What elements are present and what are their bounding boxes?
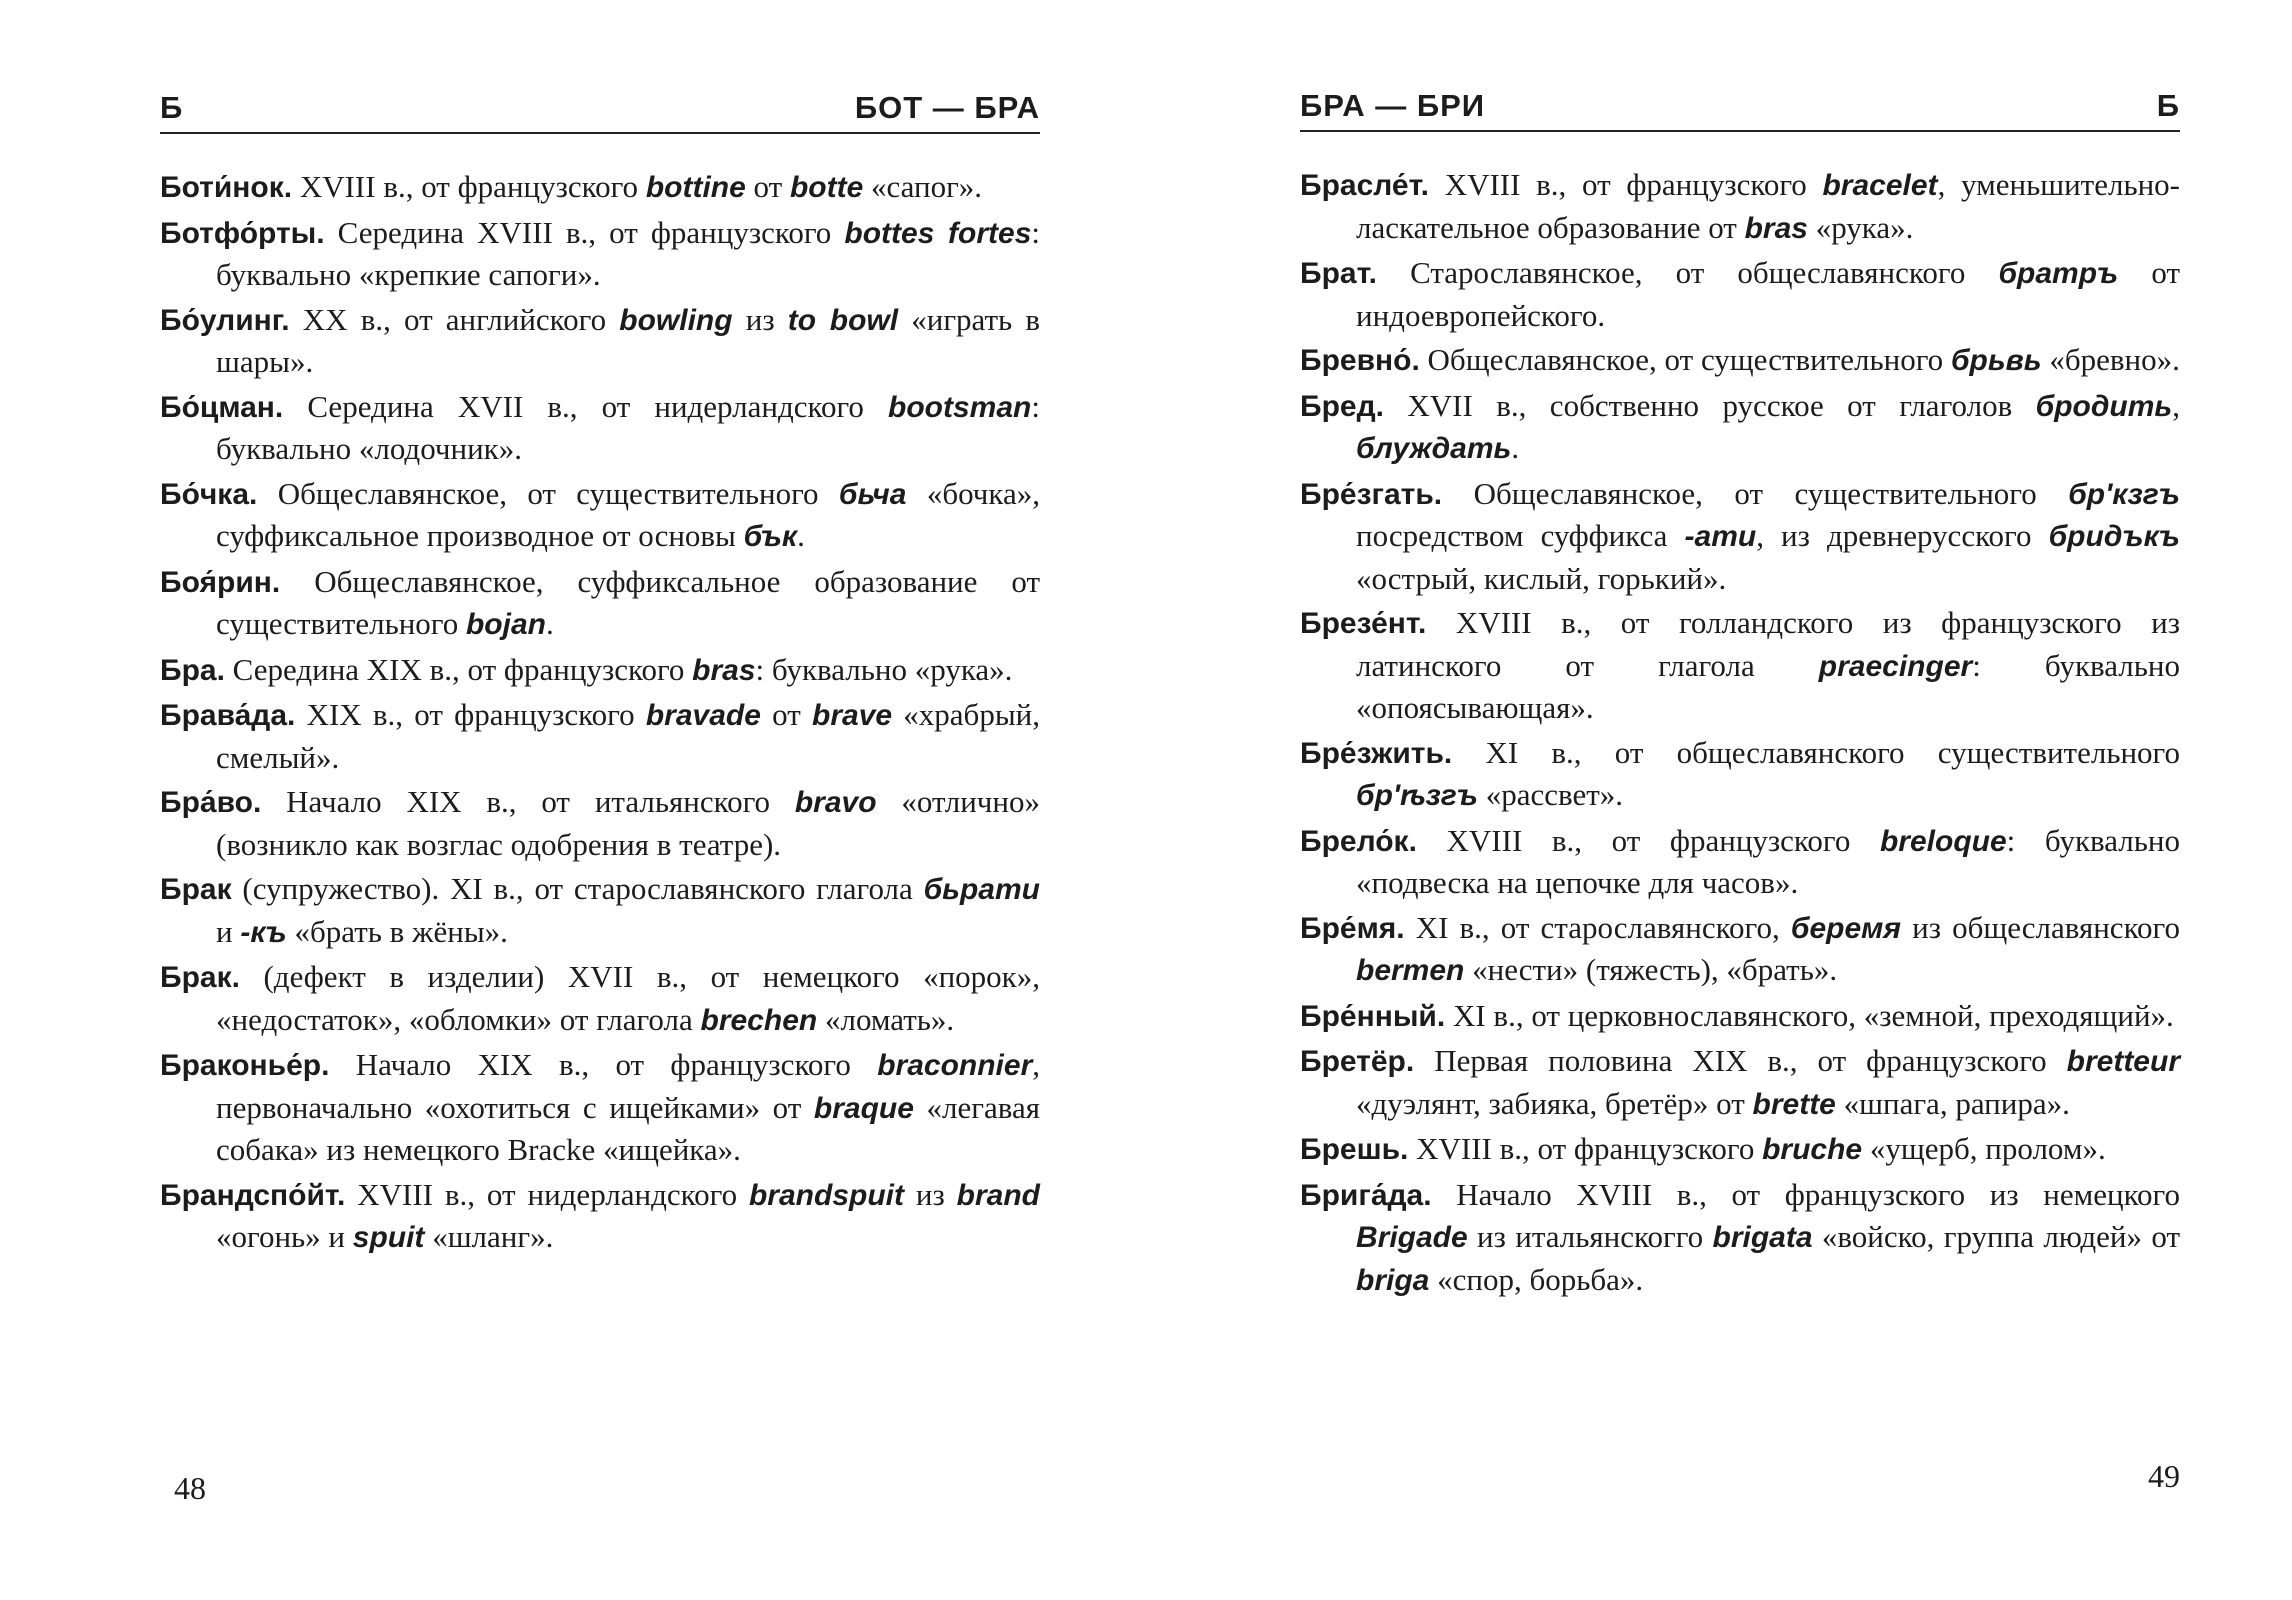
entry-headword: Боя́рин.: [160, 565, 281, 599]
entry-headword: Бревно́.: [1300, 344, 1420, 377]
entry-text: «легавая собака» из немецкого Bracke «ищейка».: [216, 1089, 1040, 1167]
etymon-word: briga: [1356, 1263, 1430, 1297]
entry-headword: Браконье́р.: [160, 1049, 330, 1082]
entry-text: XVIII в., от французского: [292, 169, 646, 204]
etymon-word: brand: [956, 1178, 1040, 1212]
entry-headword: Брело́к.: [1300, 824, 1417, 858]
running-head: [160, 90, 1040, 134]
entry-text: от: [760, 697, 813, 732]
dictionary-entry: [1300, 1128, 2180, 1171]
entry-headword: Бо́чка.: [160, 477, 258, 511]
entry-headword: Бретёр.: [1300, 1045, 1415, 1078]
dictionary-entries: [160, 166, 1040, 1262]
entry-text: из: [903, 1176, 957, 1212]
etymon-word: -ати: [1684, 520, 1757, 553]
dictionary-entry: [160, 561, 1040, 646]
etymon-word: бр'кзгъ: [2068, 477, 2180, 511]
entry-text: , первоначально «охотиться с ищейками» от: [216, 1047, 1040, 1125]
running-head: [1300, 88, 2180, 132]
entry-text: , уменьшительно-ласкательное образование от: [1356, 167, 2180, 245]
etymon-word: bras: [692, 653, 756, 687]
entry-text: XVIII в., от французского: [1408, 1131, 1763, 1166]
running-head-letter: Б: [160, 90, 184, 125]
entry-headword: Брак: [160, 873, 232, 906]
entry-text: «шланг».: [424, 1219, 554, 1254]
entry-text: XI в., от церковнославянского, «земной, преходящий».: [1445, 997, 2174, 1033]
etymon-word: Brigade: [1356, 1221, 1468, 1254]
entry-headword: Бре́зжить.: [1300, 736, 1453, 770]
etymon-word: brette: [1752, 1087, 1836, 1121]
entry-text: Общеславянское, суффиксальное образование от существительного: [216, 563, 1040, 641]
dictionary-entry: [1300, 339, 2180, 382]
entry-text: .: [545, 606, 554, 641]
entry-headword: Брезе́нт.: [1300, 607, 1427, 640]
etymon-word: bojan: [465, 608, 546, 641]
etymon-word: бридъкъ: [2048, 520, 2180, 553]
dictionary-entry: [160, 649, 1040, 692]
etymon-word: braconnier: [877, 1049, 1033, 1082]
entry-headword: Боти́нок.: [160, 171, 293, 204]
entry-text: ,: [2172, 387, 2180, 423]
entry-text: Середина XVIII в., от французского: [324, 214, 845, 250]
etymon-word: bowling: [619, 303, 733, 337]
entry-text: «сапог».: [863, 169, 983, 204]
page-number: 48: [174, 1470, 206, 1506]
entry-text: : буквально «подвеска на цепочке для часов».: [1356, 822, 2180, 900]
etymon-word: braque: [813, 1091, 914, 1125]
entry-text: «огонь» и: [216, 1219, 353, 1254]
entry-text: от индоевропейского.: [1356, 255, 2180, 333]
etymon-word: brave: [812, 699, 893, 732]
entry-headword: Брасле́т.: [1300, 169, 1429, 202]
entry-text: и: [216, 913, 241, 949]
entry-headword: Брига́да.: [1300, 1178, 1432, 1212]
etymon-word: breloque: [1879, 824, 2007, 858]
etymon-word: praecinger: [1818, 649, 1973, 683]
dictionary-entry: [1300, 820, 2180, 904]
entry-text: Старославянское, от общеславянского: [1376, 255, 1999, 290]
entry-text: «играть в шары».: [216, 301, 1040, 379]
dictionary-entry: [160, 473, 1040, 558]
entry-text: «нести» (тяжесть), «брать».: [1464, 952, 1838, 987]
entry-text: .: [1511, 430, 1520, 465]
entry-text: , из древнерусского: [1756, 518, 2049, 553]
etymon-word: bottine: [645, 171, 746, 204]
entry-text: Общеславянское, от существительного: [1442, 475, 2069, 511]
entry-text: «острый, кислый, горький».: [1356, 560, 1727, 596]
entry-text: из общеславянского: [1901, 909, 2180, 945]
entry-text: Общеславянское, от существительного: [1419, 342, 1951, 377]
etymon-word: бродить: [2035, 389, 2173, 423]
entry-text: XVIII в., от нидерландского: [345, 1176, 749, 1212]
etymon-word: bras: [1744, 211, 1808, 245]
dictionary-entry: [160, 386, 1040, 470]
entry-text: Середина XVII в., от нидерландского: [283, 388, 889, 424]
entry-text: «бочка», суффиксальное производное от основы: [216, 475, 1040, 553]
dictionary-entry: [160, 868, 1040, 953]
etymon-word: брьвь: [1950, 344, 2042, 377]
entry-text: «храбрый, смелый».: [216, 697, 1041, 775]
entry-text: Общеславянское, от существительного: [257, 475, 839, 511]
etymon-word: brandspuit: [748, 1178, 904, 1212]
etymon-word: botte: [789, 171, 864, 204]
page-number: 49: [2148, 1458, 2180, 1494]
etymon-word: бък: [743, 520, 798, 553]
etymon-word: братръ: [1998, 257, 2119, 290]
entry-text: «ущерб, пролом».: [1862, 1131, 2106, 1166]
dictionary-entries: [1300, 164, 2180, 1304]
entry-text: XVIII в., от голландского из французского из латинского от глагола: [1356, 605, 2180, 683]
dictionary-entry: [160, 212, 1040, 296]
etymon-word: brechen: [700, 1003, 818, 1037]
etymon-word: бр'ѣзгъ: [1356, 779, 1478, 812]
dictionary-entry: [160, 299, 1040, 383]
entry-text: (дефект в изделии) XVII в., от немецкого «порок», «недостаток», «обломки» от глагола: [216, 959, 1040, 1037]
etymon-word: bermen: [1356, 954, 1465, 987]
dictionary-entry: [1300, 385, 2180, 470]
entry-text: «брать в жёны».: [286, 913, 508, 949]
etymon-word: беремя: [1790, 911, 1902, 945]
entry-text: «войско, группа людей» от: [1812, 1219, 2180, 1254]
etymon-word: бьча: [838, 477, 907, 511]
entry-headword: Бра.: [160, 653, 225, 687]
etymon-word: brigata: [1712, 1221, 1813, 1254]
entry-text: .: [797, 518, 805, 553]
entry-headword: Бре́мя.: [1300, 911, 1405, 945]
entry-headword: Ботфо́рты.: [160, 216, 325, 250]
etymon-word: bretteur: [2066, 1045, 2180, 1078]
entry-text: XI в., от общеславянского существительного: [1452, 734, 2180, 770]
dictionary-entry: [1300, 164, 2180, 249]
entry-text: «отлично» (возникло как возглас одобрения в театре).: [216, 784, 1040, 862]
dictionary-entry: [1300, 1174, 2180, 1302]
dictionary-entry: [160, 781, 1040, 865]
dictionary-entry: [160, 1174, 1040, 1259]
entry-text: Начало XIX в., от итальянского: [261, 784, 795, 819]
dictionary-entry: [1300, 1040, 2180, 1125]
entry-text: XVIII в., от французского: [1416, 822, 1880, 858]
running-head-letter: Б: [2156, 88, 2180, 123]
entry-headword: Брат.: [1300, 257, 1377, 290]
etymon-word: бьрати: [923, 873, 1040, 906]
entry-text: XI в., от старославянского,: [1404, 909, 1791, 945]
entry-headword: Бре́нный.: [1300, 999, 1446, 1033]
entry-headword: Бра́во.: [160, 786, 262, 819]
entry-text: Первая половина XIX в., от французского: [1414, 1043, 2067, 1078]
entry-headword: Бо́улинг.: [160, 303, 290, 337]
entry-text: XVIII в., от французского: [1429, 167, 1823, 202]
etymon-word: bottes fortes: [844, 216, 1032, 250]
entry-text: «бревно».: [2041, 342, 2180, 377]
etymon-word: spuit: [352, 1221, 425, 1254]
running-head-range: БОТ — БРА: [854, 90, 1040, 125]
entry-text: из: [732, 301, 788, 337]
entry-text: «рука».: [1807, 209, 1914, 245]
etymon-word: to bowl: [787, 303, 899, 337]
entry-text: : буквально «крепкие сапоги».: [216, 214, 1041, 292]
entry-text: «шпага, рапира».: [1835, 1085, 2070, 1121]
etymon-word: -къ: [240, 915, 287, 949]
entry-text: «дуэлянт, забияка, бретёр» от: [1356, 1085, 1753, 1121]
entry-text: Начало XIX в., от французского: [329, 1047, 878, 1082]
entry-text: XVII в., собственно русское от глаголов: [1383, 387, 2036, 423]
entry-headword: Брешь.: [1300, 1133, 1409, 1166]
entry-headword: Бо́цман.: [160, 390, 284, 424]
dictionary-entry: [1300, 602, 2180, 729]
dictionary-entry: [160, 1044, 1040, 1171]
entry-text: посредством суффикса: [1356, 518, 1685, 553]
dictionary-entry: [1300, 995, 2180, 1038]
entry-text: «спор, борьба».: [1429, 1261, 1644, 1297]
dictionary-entry: [1300, 732, 2180, 817]
etymon-word: блуждать: [1356, 432, 1512, 465]
entry-text: из итальянскогго: [1467, 1219, 1713, 1254]
entry-text: (супружество). XI в., от старославянского глагола: [231, 871, 924, 906]
running-head-range: БРА — БРИ: [1300, 88, 1486, 123]
entry-text: «ломать».: [817, 1001, 955, 1037]
entry-text: : буквально «опоясывающая».: [1356, 647, 2180, 725]
entry-headword: Бре́згать.: [1300, 477, 1443, 511]
entry-text: Начало XVIII в., от французского из немецкого: [1431, 1176, 2180, 1212]
entry-text: от: [745, 169, 790, 204]
etymon-word: bravo: [794, 786, 877, 819]
entry-text: «рассвет».: [1477, 777, 1624, 812]
dictionary-entry: [160, 166, 1040, 209]
entry-text: : буквально «лодочник».: [216, 388, 1040, 466]
etymon-word: bruche: [1762, 1133, 1863, 1166]
entry-headword: Брак.: [160, 961, 240, 994]
entry-text: Середина XIX в., от французского: [224, 651, 693, 687]
dictionary-entry: [1300, 252, 2180, 336]
dictionary-entry: [160, 956, 1040, 1041]
entry-headword: Брандспо́йт.: [160, 1178, 346, 1212]
entry-text: XIX в., от французского: [295, 697, 646, 732]
entry-headword: Бред.: [1300, 389, 1384, 423]
dictionary-entry: [1300, 907, 2180, 992]
dictionary-entry: [1300, 473, 2180, 600]
etymon-word: bracelet: [1822, 169, 1938, 202]
entry-headword: Брава́да.: [160, 699, 296, 732]
entry-text: : буквально «рука».: [755, 651, 1013, 687]
etymon-word: bravade: [645, 699, 761, 732]
etymon-word: bootsman: [888, 390, 1032, 424]
entry-text: XX в., от английского: [289, 301, 620, 337]
dictionary-entry: [160, 694, 1040, 778]
